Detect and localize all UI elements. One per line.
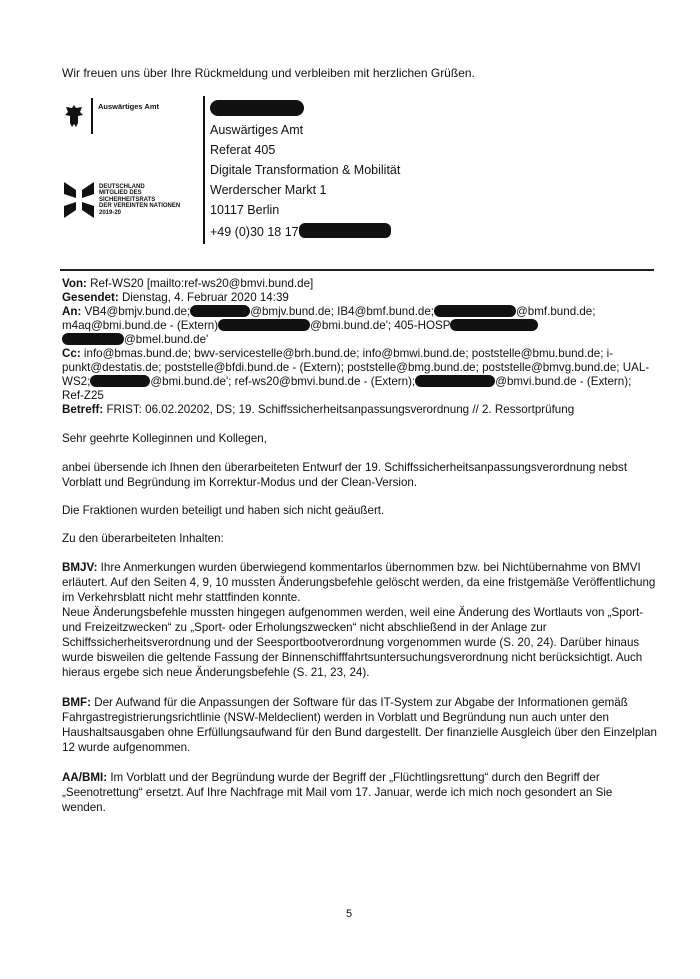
bmjv-heading: BMJV:: [62, 561, 98, 574]
cc-row-1: Cc: info@bmas.bund.de; bwv-servicestelle@brh.bund.de; info@bmwi.bund.de; poststelle@bmu.bund.de; i-: [62, 347, 614, 360]
signature-street: Werderscher Markt 1: [210, 183, 327, 197]
signature-phone-row: [210, 222, 391, 242]
redaction: [62, 333, 124, 345]
redaction-phone: [299, 223, 391, 238]
page-number: 5: [346, 908, 353, 920]
signature-dept: Digitale Transformation & Mobilität: [210, 163, 401, 177]
sent-value: Dienstag, 4. Februar 2020 14:39: [121, 291, 289, 304]
to-row-2: m4aq@bmi.bund.de - (Extern) @bmi.bund.de'; 405-HOSP: [62, 318, 652, 333]
paragraph-intro: anbei übersende ich Ihnen den überarbeiteten Entwurf der 19. Schiffssicherheitsanpassungsverordnung nebst Vorblatt und Begründung im Korrektur-Modus und der Clean-Version.: [62, 461, 628, 489]
aa-bmi-heading: AA/BMI:: [62, 771, 108, 784]
paragraph-inhalte: Zu den überarbeiteten Inhalten:: [62, 532, 224, 545]
redaction: [450, 319, 538, 331]
un-leaf-icon: [62, 180, 96, 220]
subject-row: [62, 402, 652, 417]
subject-value: FRIST: 06.02.20202, DS; 19. Schiffssicherheitsanpassungsverordnung // 2. Ressortprüfung: [106, 403, 575, 416]
un-membership-text: DEUTSCHLAND MITGLIED DES SICHERHEITSRATS DER VEREINTEN NATIONEN 2019-20: [99, 184, 181, 216]
from-row: [62, 276, 652, 291]
signature-phone: +49 (0)30 18 17: [210, 225, 299, 239]
from-value: Ref-WS20 [mailto:ref-ws20@bmvi.bund.de]: [90, 277, 314, 290]
redaction: [90, 375, 150, 387]
redaction: [415, 375, 495, 387]
redaction: [190, 305, 250, 317]
sent-row: [62, 290, 652, 305]
intro-line: Wir freuen uns über Ihre Rückmeldung und verbleiben mit herzlichen Grüßen.: [62, 66, 475, 80]
eagle-icon: [64, 104, 84, 128]
to-row-1: An: VB4@bmjv.bund.de; @bmjv.bund.de; IB4@bmf.bund.de; @bmf.bund.de;: [62, 305, 596, 318]
cc-label: Cc:: [62, 347, 81, 360]
signature-unit: Referat 405: [210, 143, 276, 157]
signature-org: Auswärtiges Amt: [210, 123, 304, 137]
signature-divider: [203, 96, 205, 244]
cc-row-3: WS2; @bmi.bund.de'; ref-ws20@bmvi.bund.de - (Extern); @bmvi.bund.de - (Extern);: [62, 375, 632, 388]
to-row-3: @bmel.bund.de': [62, 332, 652, 347]
paragraph-bmjv: BMJV: Ihre Anmerkungen wurden überwiegend kommentarlos übernommen bzw. bei Nichtübernahme von BMVI erläutert. Auf den Seiten 4, 9, 10 mussten Änderungsbefehle gelöscht werden, da eine fristgemäße Veröffentlichung im Verkehrsblatt nicht mehr stattfinden konnte. Neue Änderungsbefehle mussten hingegen aufgenommen werden, weil eine Änderung des Wortlauts von „Sport- und Freizeitzwecken“ zu „Sport- oder Erholungszwecken“ nicht abschließend in der Anlage zur Schiffssicherheitsverordnung und der Seesportbootverordnung vorgenommen wurde (S. 20, 24). Darüber hinaus wurde bisweilen die geltende Fassung der Binnenschifffahrtsuntersuchungsverordnung nicht berücksichtigt. Auch hieraus ergebe sich neue Änderungsbefehle (S. 21, 23, 24).: [62, 561, 656, 679]
logo-divider: [91, 98, 93, 134]
bmf-heading: BMF:: [62, 696, 91, 709]
cc-row-2: punkt@destatis.de; poststelle@bfdi.bund.de - (Extern); poststelle@bmg.bund.de; poststelle@bmvg.bund.de; UAL-: [62, 361, 650, 374]
ministry-label: Auswärtiges Amt: [98, 102, 159, 111]
paragraph-bmf: BMF: Der Aufwand für die Anpassungen der Software für das IT-System zur Abgabe der Informationen gemäß Fahrgastregistrierungsrichtlinie (NSW-Meldeclient) werden in Vorblatt und Begründung nun auch unter den Haushaltsausgaben ohne Erfüllungsaufwand für den Bund dargestellt. Der finanzielle Ausgleich über den Einzelplan 12 wurde aufgenommen.: [62, 696, 657, 754]
sent-label: Gesendet:: [62, 291, 119, 304]
paragraph-aa-bmi: AA/BMI: Im Vorblatt und der Begründung wurde der Begriff der „Flüchtlingsrettung“ durch den Begriff der „Seenotrettung“ ersetzt. Auf Ihre Nachfrage mit Mail vom 17. Januar, werde ich mich noch gesondert an Sie wenden.: [62, 771, 613, 814]
cc-row-4: Ref-Z25: [62, 389, 104, 402]
redaction-name: [210, 100, 304, 116]
from-label: Von:: [62, 277, 87, 290]
logo-block: [62, 98, 202, 228]
signature-city: 10117 Berlin: [210, 203, 280, 217]
to-label: An:: [62, 305, 82, 318]
salutation: Sehr geehrte Kolleginnen und Kollegen,: [62, 432, 267, 445]
redaction: [218, 319, 310, 331]
redaction: [434, 305, 516, 317]
header-separator: [60, 269, 654, 271]
paragraph-fraktionen: Die Fraktionen wurden beteiligt und haben sich nicht geäußert.: [62, 504, 385, 517]
subject-label: Betreff:: [62, 403, 104, 416]
